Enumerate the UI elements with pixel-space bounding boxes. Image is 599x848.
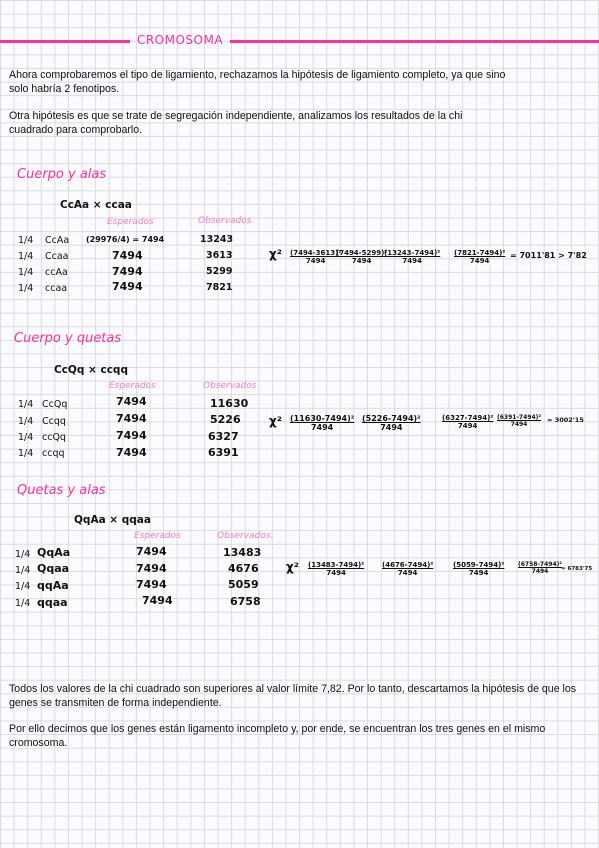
observed-value: 6327 [208, 430, 239, 443]
chi-result: = 3002'15 [547, 416, 584, 424]
observed-value: 6758 [230, 595, 261, 608]
expected-value: 7494 [112, 249, 143, 262]
ratio: 1/4 [18, 283, 34, 294]
cross-formula: CcAa × ccaa [60, 199, 132, 211]
chi-term: $\frac{\text{(7494-3613)²}}{7494}$ [290, 249, 342, 265]
chi-term: $\frac{\text{(5226-7494)²}}{7494}$ [362, 414, 421, 432]
chi-term: $\frac{\text{(7821-7494)²}}{7494}$ [454, 249, 506, 265]
expected-value: 7494 [112, 265, 143, 278]
observed-value: 3613 [206, 250, 233, 261]
chi-square-symbol: χ² [286, 560, 299, 574]
observed-value: 13483 [223, 546, 262, 559]
chi-term: $\frac{\text{(13483-7494)²}}{7494}$ [308, 561, 365, 577]
chi-square-symbol: χ² [269, 414, 282, 428]
ratio: 1/4 [18, 448, 34, 459]
header-rule-right [230, 40, 599, 43]
conclusion-paragraph-2: Por ello decimos que los genes están ligamento incompleto y, por ende, se encuentran los tres genes en el mismo cromosoma. [9, 723, 546, 749]
chi-term: $\frac{\text{(7494-5299)²}}{7494}$ [336, 249, 388, 265]
chi-result: = 6783'75 [561, 566, 593, 572]
observed-value: 4676 [228, 562, 259, 575]
intro-paragraph-2: Otra hipótesis es que se trate de segregación independiente, analizamos los resultados de la chi cuadrado para comprobarlo. [9, 110, 463, 136]
genotype: Qqaa [37, 562, 70, 575]
cross-formula: QqAa × qqaa [74, 514, 151, 526]
observed-value: 11630 [210, 397, 249, 410]
genotype: Ccqq [42, 416, 66, 427]
observed-value: 5226 [210, 413, 241, 426]
genotype: qqAa [37, 579, 69, 592]
chi-result: = 7011'81 > 7'82 [510, 251, 587, 260]
expected-value: 7494 [136, 545, 167, 558]
ratio: 1/4 [18, 416, 34, 427]
expected-value: 7494 [116, 446, 147, 459]
ratio: 1/4 [15, 565, 31, 576]
ratio: 1/4 [18, 267, 34, 278]
cross-formula: CcQq × ccqq [54, 364, 128, 376]
observed-value: 13243 [200, 234, 234, 245]
genotype: ccqq [42, 448, 65, 459]
chi-term: $\frac{\text{(13243-7494)²}}{7494}$ [384, 249, 441, 265]
observed-label: Observados. [217, 531, 274, 541]
expected-value: (29976/4) = 7494 [86, 235, 165, 244]
observed-value: 6391 [208, 446, 239, 459]
observed-value: 5299 [206, 266, 233, 277]
ratio: 1/4 [18, 399, 34, 410]
chi-term: $\frac{\text{(6391-7494)²}}{7494}$ [497, 414, 542, 428]
genotype: CcAa [45, 235, 70, 246]
observed-label: Observados [198, 216, 252, 226]
genotype: qqaa [37, 596, 68, 609]
expected-label: Esperados [107, 217, 154, 227]
conclusion-paragraph-1: Todos los valores de la chi cuadrado son superiores al valor límite 7,82. Por lo tanto, descartamos la hipótesis de que los genes se transmiten de forma independiente. [9, 683, 577, 709]
genotype: ccQq [42, 432, 66, 443]
intro-paragraph-1: Ahora comprobaremos el tipo de ligamiento, rechazamos la hipótesis de ligamiento completo, ya que sino solo habría 2 fenotipos. [9, 69, 506, 95]
expected-value: 7494 [116, 429, 147, 442]
expected-value: 7494 [116, 395, 147, 408]
chi-term: $\frac{\text{(6327-7494)²}}{7494}$ [442, 414, 494, 430]
section-heading: Quetas y alas [17, 483, 106, 498]
chi-term: $\frac{\text{(4676-7494)²}}{7494}$ [382, 561, 434, 577]
ratio: 1/4 [15, 598, 31, 609]
ratio: 1/4 [18, 235, 34, 246]
chi-square-symbol: χ² [269, 247, 282, 261]
ratio: 1/4 [18, 432, 34, 443]
page-title: CROMOSOMA [136, 33, 224, 47]
genotype: Ccaa [45, 251, 69, 262]
ratio: 1/4 [15, 549, 31, 560]
expected-value: 7494 [112, 280, 143, 293]
ratio: 1/4 [15, 581, 31, 592]
section-heading: Cuerpo y quetas [14, 331, 122, 346]
genotype: ccaa [45, 283, 68, 294]
header-rule-left [0, 40, 130, 43]
expected-value: 7494 [136, 562, 167, 575]
ratio: 1/4 [18, 251, 34, 262]
expected-label: Esperados [109, 381, 156, 391]
observed-value: 7821 [206, 282, 233, 293]
expected-value: 7494 [136, 578, 167, 591]
observed-value: 5059 [228, 578, 259, 591]
chi-term: $\frac{\text{(6758-7494)²}}{7494}$ [518, 561, 563, 575]
genotype: ccAa [45, 267, 68, 278]
genotype: CcQq [42, 399, 68, 410]
chi-term: $\frac{\text{(5059-7494)²}}{7494}$ [453, 561, 505, 577]
chi-term: $\frac{\text{(11630-7494)²}}{7494}$ [290, 414, 355, 432]
expected-value: 7494 [116, 412, 147, 425]
expected-label: Esperados [134, 531, 181, 541]
expected-value: 7494 [142, 594, 173, 607]
genotype: QqAa [37, 546, 71, 559]
section-heading: Cuerpo y alas [17, 167, 107, 182]
observed-label: Observados [203, 381, 257, 391]
